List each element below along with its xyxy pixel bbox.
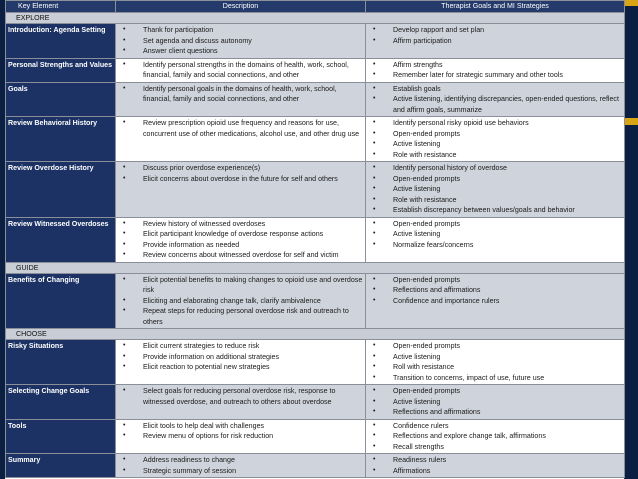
list-item: • Elicit current strategies to reduce risk (118, 341, 363, 352)
description-cell (116, 162, 366, 218)
description-list (118, 83, 363, 106)
list-item: • Confidence rulers (368, 421, 622, 432)
strategies-list (368, 340, 622, 384)
list-item: • Discuss prior overdose experience(s) (118, 163, 363, 174)
strategies-cell (366, 217, 625, 262)
strategies-cell (366, 385, 625, 420)
list-item: • Review history of witnessed overdoses (118, 219, 363, 230)
description-cell (116, 82, 366, 117)
description-cell (116, 24, 366, 59)
strategies-list (368, 59, 622, 82)
table-header (6, 1, 625, 13)
strategies-list (368, 117, 622, 161)
description-list (118, 162, 363, 185)
list-item: • Open-ended prompts (368, 386, 622, 397)
list-item: • Reflections and affirmations (368, 407, 622, 418)
list-item: • Identify personal history of overdose (368, 163, 622, 174)
description-list (118, 24, 363, 58)
list-item: • Active listening (368, 139, 622, 150)
list-item: • Provide information on additional strategies (118, 352, 363, 363)
section-row (6, 262, 625, 273)
table-row (6, 24, 625, 59)
list-item: • Review prescription opioid use frequency and reasons for use, concurrent use of other medications, alcohol use, and other drug use (118, 118, 363, 139)
section-label: EXPLORE (6, 13, 625, 24)
description-cell (116, 117, 366, 162)
list-item: • Open-ended prompts (368, 275, 622, 286)
list-item: • Identify personal strengths in the domains of health, work, school, financial, family and social connections, and other (118, 60, 363, 81)
strategies-cell (366, 454, 625, 478)
table-row (6, 385, 625, 420)
table-row (6, 117, 625, 162)
list-item: • Active listening (368, 352, 622, 363)
list-item: • Role with resistance (368, 195, 622, 206)
strategies-list (368, 385, 622, 419)
header-strategies: Therapist Goals and MI Strategies (366, 1, 625, 13)
list-item: • Active listening (368, 397, 622, 408)
list-item: • Strategic summary of session (118, 466, 363, 477)
list-item: • Identify personal risky opioid use behaviors (368, 118, 622, 129)
list-item: • Elicit potential benefits to making changes to opioid use and overdose risk (118, 275, 363, 296)
list-item: • Answer client questions (118, 46, 363, 57)
strategies-list (368, 274, 622, 308)
right-navy-edge (624, 0, 638, 479)
strategies-list (368, 218, 622, 252)
list-item: • Affirm strengths (368, 60, 622, 71)
list-item: • Set agenda and discuss autonomy (118, 36, 363, 47)
list-item: • Develop rapport and set plan (368, 25, 622, 36)
description-list (118, 59, 363, 82)
section-row (6, 329, 625, 340)
list-item: • Role with resistance (368, 150, 622, 161)
key-element-cell: Personal Strengths and Values (6, 58, 116, 82)
list-item: • Elicit concerns about overdose in the future for self and others (118, 174, 363, 185)
key-element-cell: Benefits of Changing (6, 273, 116, 329)
header-description: Description (116, 1, 366, 13)
list-item: • Provide information as needed (118, 240, 363, 251)
gold-accent-stripe (624, 118, 638, 125)
list-item: • Select goals for reducing personal overdose risk, response to witnessed overdose, and outreach to others about overdose (118, 386, 363, 407)
strategies-cell (366, 117, 625, 162)
key-element-cell: Goals (6, 82, 116, 117)
key-element-cell: Risky Situations (6, 340, 116, 385)
list-item: • Elicit reaction to potential new strategies (118, 362, 363, 373)
list-item: • Normalize fears/concerns (368, 240, 622, 251)
description-cell (116, 273, 366, 329)
gold-accent-stripe (624, 0, 638, 6)
list-item: • Readiness rulers (368, 455, 622, 466)
strategies-list (368, 420, 622, 454)
list-item: • Confidence and importance rulers (368, 296, 622, 307)
strategies-list (368, 24, 622, 47)
table-row (6, 340, 625, 385)
key-element-cell: Review Overdose History (6, 162, 116, 218)
table-row (6, 217, 625, 262)
description-cell (116, 454, 366, 478)
key-element-cell: Review Behavioral History (6, 117, 116, 162)
list-item: • Transition to concerns, impact of use, future use (368, 373, 622, 384)
description-cell (116, 385, 366, 420)
list-item: • Roll with resistance (368, 362, 622, 373)
list-item: • Thank for participation (118, 25, 363, 36)
description-list (118, 454, 363, 477)
list-item: • Reflections and explore change talk, affirmations (368, 431, 622, 442)
strategies-list (368, 162, 622, 217)
list-item: • Open-ended prompts (368, 174, 622, 185)
list-item: • Recall strengths (368, 442, 622, 453)
description-list (118, 385, 363, 408)
strategies-cell (366, 58, 625, 82)
description-list (118, 420, 363, 443)
list-item: • Establish goals (368, 84, 622, 95)
list-item: • Open-ended prompts (368, 219, 622, 230)
section-row (6, 13, 625, 24)
key-element-cell: Selecting Change Goals (6, 385, 116, 420)
list-item: • Open-ended prompts (368, 129, 622, 140)
table-row (6, 58, 625, 82)
section-label: GUIDE (6, 262, 625, 273)
description-list (118, 340, 363, 374)
strategies-cell (366, 24, 625, 59)
description-cell (116, 419, 366, 454)
key-element-cell: Summary (6, 454, 116, 478)
strategies-list (368, 83, 622, 117)
list-item: • Active listening, identifying discrepancies, open-ended questions, reflect and affirm goals, summarize (368, 94, 622, 115)
list-item: • Identify personal goals in the domains of health, work, school, financial, family and social connections, and other (118, 84, 363, 105)
table-row (6, 454, 625, 478)
table-row (6, 273, 625, 329)
description-cell (116, 58, 366, 82)
list-item: • Remember later for strategic summary and other tools (368, 70, 622, 81)
strategies-cell (366, 419, 625, 454)
table-row (6, 162, 625, 218)
list-item: • Review menu of options for risk reduction (118, 431, 363, 442)
strategies-cell (366, 340, 625, 385)
list-item: • Eliciting and elaborating change talk, clarify ambivalence (118, 296, 363, 307)
table-body (6, 13, 625, 478)
key-element-cell: Tools (6, 419, 116, 454)
list-item: • Establish discrepancy between values/goals and behavior (368, 205, 622, 216)
section-label: CHOOSE (6, 329, 625, 340)
description-list (118, 274, 363, 329)
list-item: • Affirm participation (368, 36, 622, 47)
strategies-cell (366, 273, 625, 329)
list-item: • Reflections and affirmations (368, 285, 622, 296)
list-item: • Elicit participant knowledge of overdose response actions (118, 229, 363, 240)
strategies-cell (366, 162, 625, 218)
key-element-cell: Introduction: Agenda Setting (6, 24, 116, 59)
list-item: • Address readiness to change (118, 455, 363, 466)
list-item: • Active listening (368, 229, 622, 240)
list-item: • Affirmations (368, 466, 622, 477)
description-cell (116, 217, 366, 262)
list-item: • Repeat steps for reducing personal overdose risk and outreach to others (118, 306, 363, 327)
strategies-list (368, 454, 622, 477)
description-cell (116, 340, 366, 385)
list-item: • Open-ended prompts (368, 341, 622, 352)
header-key-element: Key Element (6, 1, 116, 13)
table-row (6, 419, 625, 454)
key-element-cell: Review Witnessed Overdoses (6, 217, 116, 262)
strategies-cell (366, 82, 625, 117)
list-item: • Elicit tools to help deal with challenges (118, 421, 363, 432)
description-list (118, 218, 363, 262)
mi-strategies-table (5, 0, 625, 478)
list-item: • Review concerns about witnessed overdose for self and victim (118, 250, 363, 261)
table-row (6, 82, 625, 117)
list-item: • Active listening (368, 184, 622, 195)
description-list (118, 117, 363, 140)
